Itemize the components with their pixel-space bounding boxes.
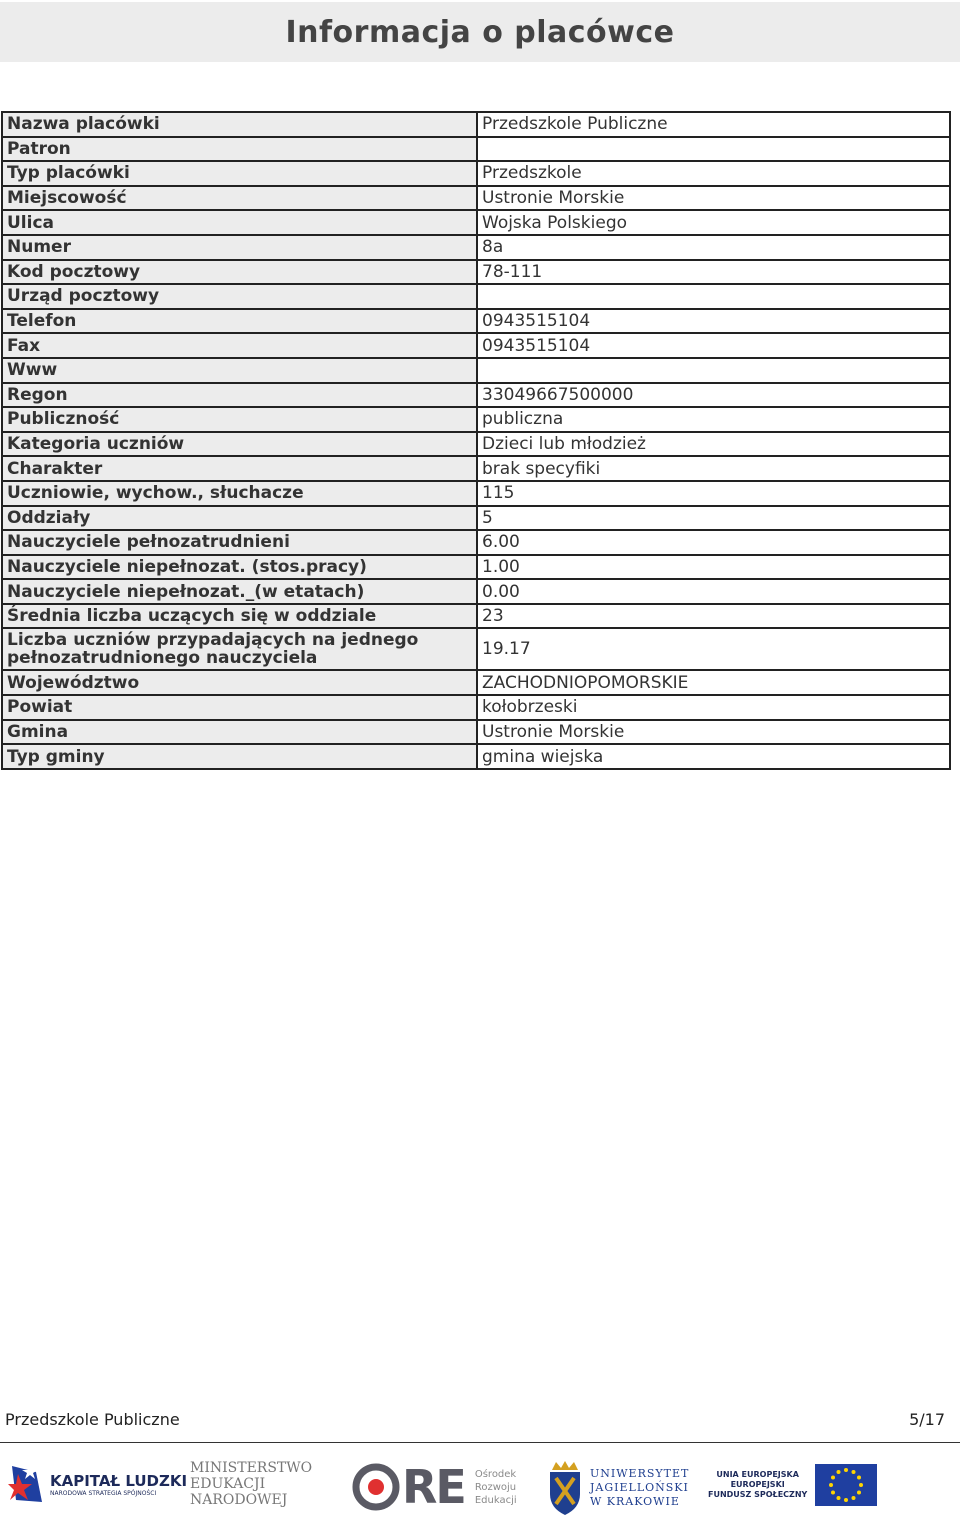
row-value: 0.00 xyxy=(477,579,950,604)
row-label: Numer xyxy=(2,235,477,260)
row-label: Kategoria uczniów xyxy=(2,432,477,457)
row-label: Nazwa placówki xyxy=(2,112,477,137)
ore-line1: Ośrodek xyxy=(474,1468,517,1480)
row-label: Publiczność xyxy=(2,407,477,432)
table-row xyxy=(2,695,950,720)
page-title: Informacja o placówce xyxy=(285,14,675,50)
table-row xyxy=(2,161,950,186)
table-row xyxy=(2,137,950,162)
row-value: 1.00 xyxy=(477,555,950,580)
table-row xyxy=(2,628,950,670)
row-value: 115 xyxy=(477,481,950,506)
ue-line3: FUNDUSZ SPOŁECZNY xyxy=(708,1490,808,1499)
men-line3: NARODOWEJ xyxy=(190,1492,288,1508)
table-row xyxy=(2,555,950,580)
ue-line1: UNIA EUROPEJSKA xyxy=(716,1470,799,1479)
ore-logo: RE Ośrodek Rozwoju Edukacji xyxy=(352,1462,517,1512)
table-row xyxy=(2,481,950,506)
table-row xyxy=(2,456,950,481)
table-row xyxy=(2,186,950,211)
row-label: Fax xyxy=(2,333,477,358)
row-label: Patron xyxy=(2,137,477,162)
row-value: gmina wiejska xyxy=(477,744,950,769)
page-number: 5/17 xyxy=(909,1410,945,1429)
row-label: Nauczyciele niepełnozat. (stos.pracy) xyxy=(2,555,477,580)
ue-line2: EUROPEJSKI xyxy=(730,1480,785,1489)
eu-logo xyxy=(708,1464,877,1506)
table-row xyxy=(2,579,950,604)
table-row xyxy=(2,333,950,358)
men-line2: EDUKACJI xyxy=(190,1476,266,1492)
footer-institution: Przedszkole Publiczne xyxy=(5,1410,180,1429)
table-row xyxy=(2,210,950,235)
row-label: Typ gminy xyxy=(2,744,477,769)
row-value: 8a xyxy=(477,235,950,260)
row-label: Charakter xyxy=(2,456,477,481)
row-label: Powiat xyxy=(2,695,477,720)
row-value: Ustronie Morskie xyxy=(477,186,950,211)
row-label: Średnia liczba uczących się w oddziale xyxy=(2,604,477,629)
row-value xyxy=(477,284,950,309)
table-row xyxy=(2,670,950,695)
row-label: Typ placówki xyxy=(2,161,477,186)
row-label: Kod pocztowy xyxy=(2,260,477,285)
uj-crest-icon xyxy=(548,1460,582,1516)
logo-strip xyxy=(0,1452,960,1528)
row-value: kołobrzeski xyxy=(477,695,950,720)
table-row xyxy=(2,744,950,769)
table-row xyxy=(2,407,950,432)
row-value: 0943515104 xyxy=(477,333,950,358)
row-value: Przedszkole Publiczne xyxy=(477,112,950,137)
uj-logo xyxy=(548,1460,689,1516)
row-value: 23 xyxy=(477,604,950,629)
ore-circle-icon xyxy=(352,1463,400,1511)
row-value: 78-111 xyxy=(477,260,950,285)
row-label: Regon xyxy=(2,383,477,408)
eu-flag-icon xyxy=(815,1464,877,1506)
row-value: Dzieci lub młodzież xyxy=(477,432,950,457)
row-value: Ustronie Morskie xyxy=(477,720,950,745)
row-value: publiczna xyxy=(477,407,950,432)
table-row xyxy=(2,604,950,629)
row-value: 5 xyxy=(477,506,950,531)
row-label: Urząd pocztowy xyxy=(2,284,477,309)
row-label: Liczba uczniów przypadających na jednego pełnozatrudnionego nauczyciela xyxy=(2,628,477,670)
title-bar xyxy=(0,2,960,62)
uj-line1: UNIWERSYTET xyxy=(590,1467,690,1480)
table-row xyxy=(2,383,950,408)
table-row xyxy=(2,530,950,555)
kapital-ludzki-title: KAPITAŁ LUDZKI xyxy=(50,1471,188,1490)
row-label: Gmina xyxy=(2,720,477,745)
ore-line2: Rozwoju xyxy=(474,1481,517,1493)
row-value: Przedszkole xyxy=(477,161,950,186)
row-label: Ulica xyxy=(2,210,477,235)
row-label: Województwo xyxy=(2,670,477,695)
table-row xyxy=(2,284,950,309)
footer xyxy=(5,1410,945,1429)
row-value: ZACHODNIOPOMORSKIE xyxy=(477,670,950,695)
uj-line3: W KRAKOWIE xyxy=(590,1495,680,1508)
row-value xyxy=(477,358,950,383)
table-row xyxy=(2,112,950,137)
men-line1: MINISTERSTWO xyxy=(190,1460,313,1476)
table-row xyxy=(2,235,950,260)
row-value: Wojska Polskiego xyxy=(477,210,950,235)
table-row xyxy=(2,432,950,457)
row-value: brak specyfiki xyxy=(477,456,950,481)
row-label: Nauczyciele pełnozatrudnieni xyxy=(2,530,477,555)
ministerstwo-logo xyxy=(190,1460,312,1508)
row-label: Telefon xyxy=(2,309,477,334)
table-row xyxy=(2,309,950,334)
ore-line3: Edukacji xyxy=(474,1494,517,1506)
row-value: 6.00 xyxy=(477,530,950,555)
row-value: 0943515104 xyxy=(477,309,950,334)
table-row xyxy=(2,260,950,285)
table-row xyxy=(2,506,950,531)
info-table xyxy=(1,111,951,770)
row-value: 19.17 xyxy=(477,628,950,670)
row-label: Nauczyciele niepełnozat._(w etatach) xyxy=(2,579,477,604)
row-label: Www xyxy=(2,358,477,383)
row-label: Uczniowie, wychow., słuchacze xyxy=(2,481,477,506)
row-label: Miejscowość xyxy=(2,186,477,211)
kapital-ludzki-logo xyxy=(8,1462,187,1506)
kapital-ludzki-subtitle: NARODOWA STRATEGIA SPÓJNOŚCI xyxy=(50,1489,157,1497)
kapital-ludzki-star-icon xyxy=(8,1462,44,1506)
uj-line2: JAGIELLOŃSKI xyxy=(590,1481,689,1494)
row-label: Oddziały xyxy=(2,506,477,531)
row-value xyxy=(477,137,950,162)
row-value: 33049667500000 xyxy=(477,383,950,408)
table-row xyxy=(2,720,950,745)
footer-divider xyxy=(0,1442,960,1443)
table-row xyxy=(2,358,950,383)
